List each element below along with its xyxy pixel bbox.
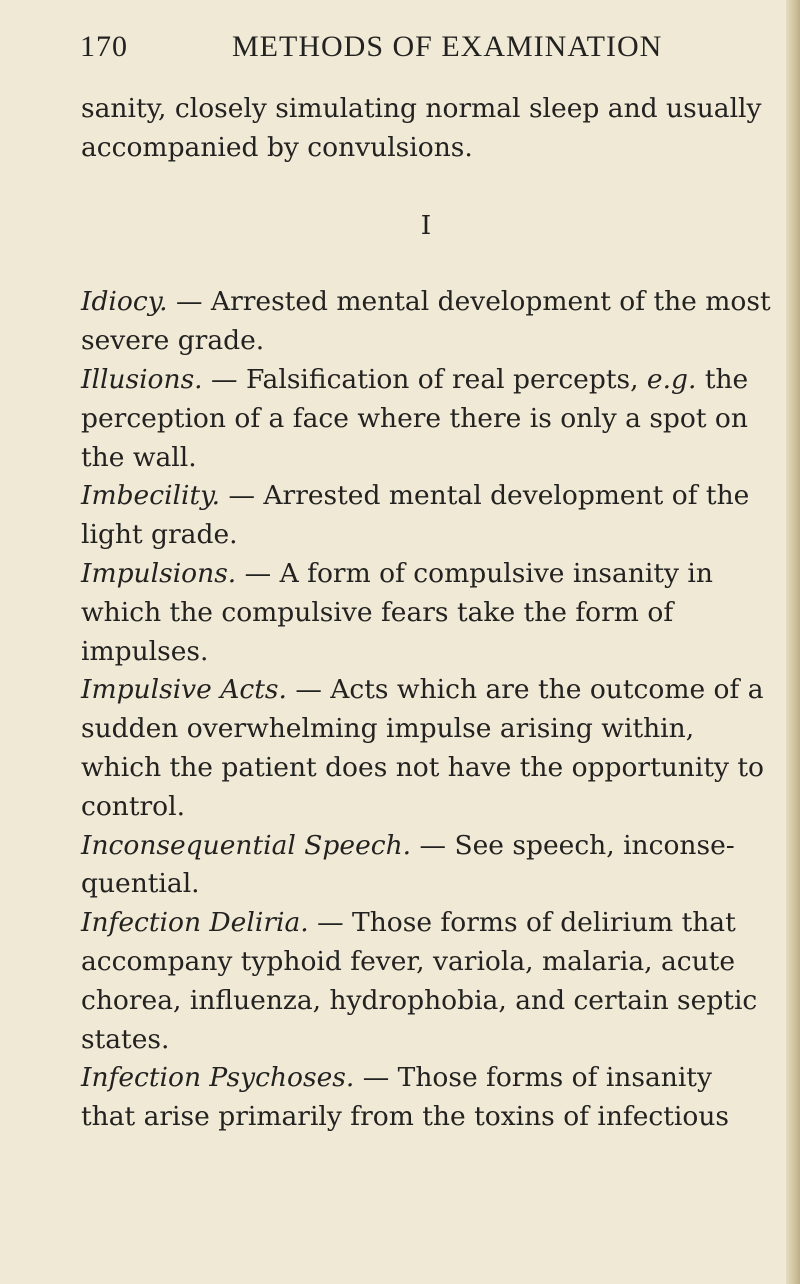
opening-paragraph: sanity, closely simulating normal sleep and usually accompanied by convulsions. [81, 93, 762, 163]
entry-impulsive-acts [81, 671, 771, 826]
entry-term: Imbecility. [81, 480, 221, 512]
entry-definition: — Arrested mental development of the light grade. [81, 480, 750, 551]
entry-definition: — Those forms of insanity that arise primarily from the toxins of infectious [81, 1062, 730, 1133]
entry-definition: — A form of compulsive insanity in which the compulsive fears take the form of impulses. [81, 557, 713, 667]
entry-definition-continued: the perception of a face where there is only a spot on the wall. [81, 363, 749, 473]
entry-illusions [81, 361, 771, 477]
section-numeral: I [420, 209, 432, 241]
entry-term: Idiocy. [81, 286, 168, 318]
body-text [81, 90, 771, 1137]
page-number: 170 [80, 30, 128, 63]
page-edge [786, 0, 800, 1284]
entry-definition: — Falsification of real percepts, [202, 363, 647, 395]
entry-definition: — Arrested mental development of the most severe grade. [81, 286, 771, 357]
entry-imbecility [81, 477, 771, 555]
entry-term: Inconsequential Speech. [81, 829, 412, 861]
entry-idiocy [81, 283, 771, 361]
entry-inconsequential-speech [81, 827, 771, 905]
entry-infection-psychoses [81, 1059, 771, 1137]
entry-term: Illusions. [81, 363, 203, 395]
entry-term: Infection Psychoses. [81, 1062, 355, 1094]
entry-term: Impulsive Acts. [81, 674, 287, 706]
entry-term: Impulsions. [81, 557, 237, 589]
entry-emphasis: e.g. [646, 363, 697, 395]
entry-infection-deliria [81, 904, 771, 1059]
entry-definition: — Acts which are the outcome of a sudden overwhelming impulse arising within, which the patient does not have the opportunity to control. [81, 674, 764, 822]
entry-definition: — Those forms of delirium that accompany typhoid fever, variola, malaria, acute chorea, influenza, hydrophobia, and certain septic states. [81, 907, 758, 1055]
header-title: METHODS OF EXAMINATION [232, 30, 663, 63]
entry-impulsions [81, 555, 771, 671]
entry-definition: — See speech, inconsequential. [81, 829, 735, 900]
running-head [80, 30, 770, 70]
entry-term: Infection Deliria. [81, 907, 309, 939]
